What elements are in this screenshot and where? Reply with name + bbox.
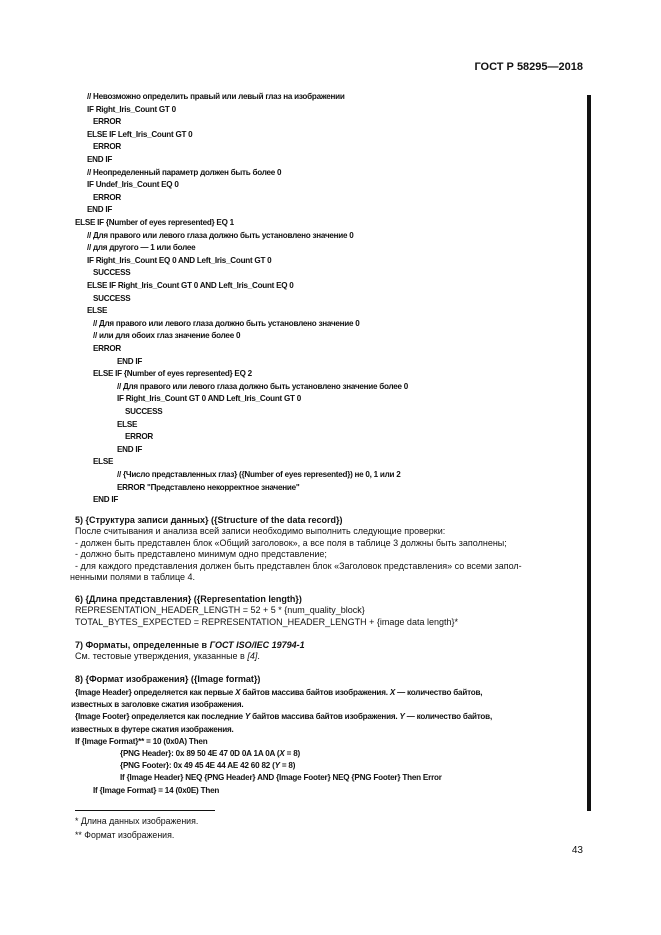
code-line: SUCCESS	[93, 268, 131, 278]
code-line: ERROR	[125, 432, 153, 442]
section-title: 6) {Длина представления} ({Representation length})	[75, 594, 302, 604]
section-image-format-body	[71, 687, 585, 797]
code-line: ELSE	[117, 419, 138, 429]
variable: Y	[244, 712, 251, 722]
code-line: // Для правого или левого глаза должно быть установлено значение 0	[93, 318, 360, 328]
text: .	[257, 651, 260, 662]
change-bar	[587, 95, 591, 811]
code-line: ERROR	[93, 192, 121, 202]
code-line: SUCCESS	[93, 293, 131, 303]
text: {Image Header} определяется как первые	[75, 688, 236, 697]
paragraph: После считывания и анализа всей записи необходимо выполнить следующие проверки:	[75, 526, 446, 537]
code-line: ELSE IF Right_Iris_Count GT 0 AND Left_Iris_Count EQ 0	[87, 281, 294, 290]
text: байтов массива байтов изображения.	[250, 712, 400, 722]
text: байтов массива байтов изображения.	[240, 688, 390, 697]
paragraph	[75, 711, 585, 723]
code-line: // Для правого или левого глаза должно быть установлено значение более 0	[117, 381, 409, 391]
formula-line: TOTAL_BYTES_EXPECTED = REPRESENTATION_HEADER_LENGTH + {image data length}*	[75, 616, 458, 627]
section-title	[75, 640, 585, 651]
list-item: - должно быть представлено минимум одно представление;	[75, 549, 327, 560]
bibliography-reference: [4]	[247, 651, 258, 662]
code-line: ELSE	[93, 457, 114, 467]
variable: X	[235, 688, 241, 697]
code-line: IF Right_Iris_Count GT 0	[87, 104, 176, 114]
standard-header: ГОСТ Р 58295—2018	[474, 61, 583, 73]
code-line	[120, 760, 585, 772]
code-line: ELSE	[87, 306, 108, 316]
code-line	[120, 748, 585, 760]
code-line: // Неопределенный параметр должен быть более 0	[87, 167, 282, 177]
code-line: // Невозможно определить правый или левый глаз на изображении	[87, 92, 345, 101]
code-line: ERROR	[93, 142, 121, 152]
code-line: IF Undef_Iris_Count EQ 0	[87, 180, 179, 190]
code-line: IF Right_Iris_Count GT 0 AND Left_Iris_Count GT 0	[117, 394, 301, 404]
variable: X	[279, 749, 285, 759]
code-line: END IF	[93, 495, 119, 505]
code-line: // {Число представленных глаз} ({Number of eyes represented}) не 0, 1 или 2	[117, 470, 401, 479]
title-text: 7) Форматы, определенные в	[75, 640, 210, 650]
code-line: ERROR	[93, 344, 121, 353]
variable: Y	[274, 761, 280, 771]
footnote: ** Формат изображения.	[75, 830, 175, 840]
list-item: - для каждого представления должен быть представлен блок «Заголовок представления» со всеми запол-	[75, 560, 522, 571]
formula-line: REPRESENTATION_HEADER_LENGTH = 52 + 5 * {num_quality_block}	[75, 605, 365, 616]
text: См. тестовые утверждения, указанные в	[75, 651, 248, 662]
section-title: 8) {Формат изображения} ({Image format})	[75, 674, 261, 684]
code-line: SUCCESS	[125, 407, 163, 416]
code-line: ERROR "Представлено некорректное значение"	[117, 482, 300, 492]
text: {Image Footer} определяется как последние	[75, 712, 245, 722]
text: — количество байтов,	[395, 688, 483, 697]
text: — количество байтов,	[404, 712, 493, 722]
section-representation-length	[75, 594, 585, 628]
code-line: ELSE IF {Number of eyes represented} EQ 1	[75, 218, 234, 227]
code-line: // или для обоих глаз значение более 0	[93, 331, 241, 341]
code-line: // Для правого или левого глаза должно быть установлено значение 0	[87, 230, 354, 240]
section-data-record	[70, 515, 585, 583]
variable: Y	[399, 712, 405, 722]
paragraph	[75, 651, 585, 662]
code-line: END IF	[117, 356, 143, 366]
paragraph: известных в заголовке сжатия изображения.	[71, 700, 244, 710]
list-item: - должен быть представлен блок «Общий заголовок», а все поля в таблице 3 должны быть заполнены;	[75, 537, 507, 548]
code-line: END IF	[87, 205, 113, 215]
code-line: IF Right_Iris_Count EQ 0 AND Left_Iris_Count GT 0	[87, 255, 272, 265]
text: {PNG Header}: 0x 89 50 4E 47 0D 0A 1A 0A (	[120, 749, 280, 759]
code-line: // для другого — 1 или более	[87, 243, 196, 253]
footnote-divider	[75, 810, 215, 811]
footnote: * Длина данных изображения.	[75, 816, 199, 826]
code-line: If {Image Format} = 14 (0x0E) Then	[93, 785, 220, 795]
section-title: 5) {Структура записи данных} ({Structure of the data record})	[75, 515, 343, 525]
code-line: ELSE IF Left_Iris_Count GT 0	[87, 129, 193, 139]
standard-reference: ГОСТ ISO/IEC 19794-1	[209, 640, 305, 650]
variable: X	[389, 688, 396, 697]
code-line: END IF	[87, 155, 113, 164]
text: = 8)	[279, 761, 296, 771]
page-number: 43	[571, 845, 583, 856]
code-line: END IF	[117, 444, 143, 454]
text: {PNG Footer}: 0x 49 45 4E 44 AE 42 60 82 (	[120, 761, 275, 771]
section-image-format-title	[75, 674, 585, 685]
section-formats	[75, 640, 585, 663]
code-line: ELSE IF {Number of eyes represented} EQ 2	[93, 369, 252, 379]
text: = 8)	[284, 749, 301, 759]
list-item-continuation: ненными полями в таблице 4.	[70, 572, 196, 583]
paragraph: известных в футере сжатия изображения.	[71, 724, 234, 734]
paragraph	[75, 687, 585, 699]
code-line: If {Image Format}** = 10 (0x0A) Then	[75, 736, 208, 746]
code-line: If {Image Header} NEQ {PNG Header} AND {Image Footer} NEQ {PNG Footer} Then Error	[120, 773, 442, 783]
code-line: ERROR	[93, 117, 121, 127]
